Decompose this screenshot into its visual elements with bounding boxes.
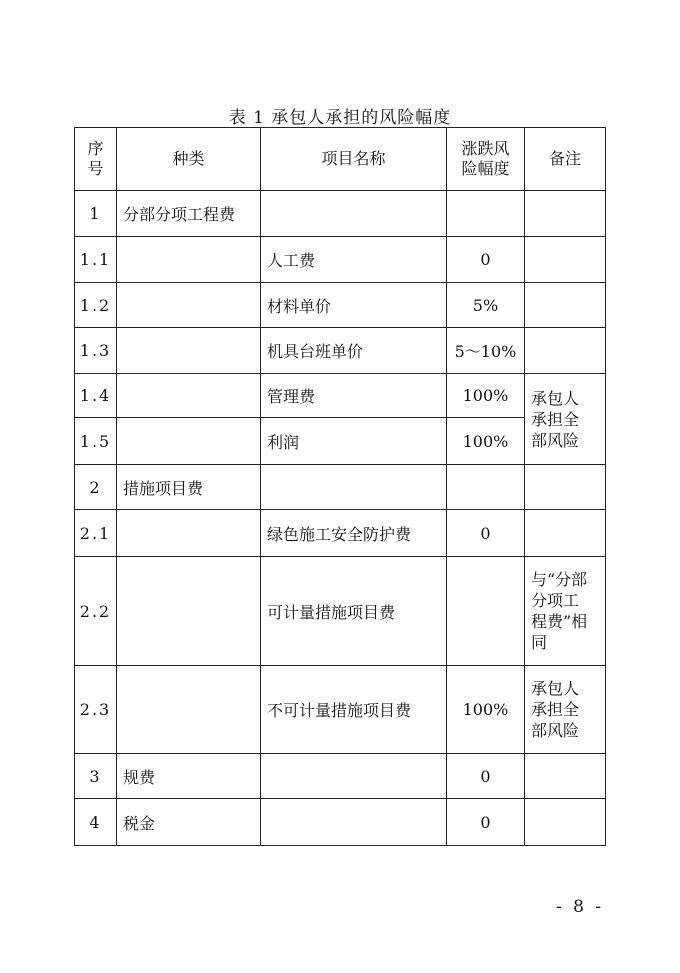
- note-cell: [525, 191, 606, 237]
- range-cell: 0: [447, 754, 525, 799]
- table-row: [75, 754, 606, 799]
- note-cell: [525, 328, 606, 374]
- header-item: 项目名称: [261, 128, 447, 191]
- category-cell: [117, 283, 261, 328]
- item-cell: [261, 754, 447, 799]
- header-category: 种类: [117, 128, 261, 191]
- note-cell: [525, 510, 606, 557]
- range-cell: 0: [447, 237, 525, 283]
- note-cell: [525, 799, 606, 846]
- category-cell: [117, 510, 261, 557]
- category-cell: [117, 237, 261, 283]
- table-row: [75, 510, 606, 557]
- table-row: [75, 191, 606, 237]
- table-title: 表 1 承包人承担的风险幅度: [228, 108, 452, 128]
- range-cell: [447, 465, 525, 510]
- item-cell: [261, 465, 447, 510]
- category-cell: [117, 666, 261, 754]
- category-cell: 税金: [117, 799, 261, 846]
- table-row: [75, 328, 606, 374]
- note-cell: [525, 237, 606, 283]
- table-row: [75, 465, 606, 510]
- item-cell: 可计量措施项目费: [261, 557, 447, 666]
- item-cell: 管理费: [261, 374, 447, 418]
- category-cell: [117, 328, 261, 374]
- category-cell: [117, 418, 261, 465]
- table-header-row: [75, 128, 606, 191]
- seq-cell: 2: [75, 465, 117, 510]
- item-cell: 材料单价: [261, 283, 447, 328]
- seq-cell: 3: [75, 754, 117, 799]
- note-cell: [525, 754, 606, 799]
- category-cell: 分部分项工程费: [117, 191, 261, 237]
- seq-cell: 2.1: [75, 510, 117, 557]
- item-cell: 机具台班单价: [261, 328, 447, 374]
- note-cell: [525, 283, 606, 328]
- note-cell-same-as: 与“分部 分项工 程费”相 同: [525, 557, 606, 666]
- item-cell: 利润: [261, 418, 447, 465]
- item-cell: 人工费: [261, 237, 447, 283]
- item-cell: 绿色施工安全防护费: [261, 510, 447, 557]
- note-cell-full-risk: 承包人 承担全 部风险: [525, 666, 606, 754]
- header-range: 涨跌风 险幅度: [447, 128, 525, 191]
- table-row: [75, 283, 606, 328]
- range-cell: [447, 191, 525, 237]
- table-row: [75, 237, 606, 283]
- page-number: - 8 -: [556, 897, 605, 917]
- category-cell: [117, 374, 261, 418]
- seq-cell: 1.5: [75, 418, 117, 465]
- seq-cell: 1.2: [75, 283, 117, 328]
- note-cell-full-risk: 承包人 承担全 部风险: [525, 374, 606, 465]
- category-cell: 规费: [117, 754, 261, 799]
- range-cell: 100%: [447, 666, 525, 754]
- header-seq: 序 号: [75, 128, 117, 191]
- item-cell: 不可计量措施项目费: [261, 666, 447, 754]
- seq-cell: 2.2: [75, 557, 117, 666]
- item-cell: [261, 799, 447, 846]
- table-row: [75, 666, 606, 754]
- seq-cell: 1.4: [75, 374, 117, 418]
- seq-cell: 2.3: [75, 666, 117, 754]
- header-note: 备注: [525, 128, 606, 191]
- category-cell: [117, 557, 261, 666]
- range-cell: [447, 557, 525, 666]
- range-cell: 0: [447, 799, 525, 846]
- seq-cell: 1: [75, 191, 117, 237]
- range-cell: 100%: [447, 374, 525, 418]
- table-row: [75, 374, 606, 418]
- note-cell: [525, 465, 606, 510]
- seq-cell: 1.3: [75, 328, 117, 374]
- item-cell: [261, 191, 447, 237]
- category-cell: 措施项目费: [117, 465, 261, 510]
- seq-cell: 4: [75, 799, 117, 846]
- table-row: [75, 557, 606, 666]
- risk-table: [74, 127, 606, 846]
- range-cell: 5～10%: [447, 328, 525, 374]
- range-cell: 100%: [447, 418, 525, 465]
- range-cell: 0: [447, 510, 525, 557]
- table-row: [75, 799, 606, 846]
- seq-cell: 1.1: [75, 237, 117, 283]
- range-cell: 5%: [447, 283, 525, 328]
